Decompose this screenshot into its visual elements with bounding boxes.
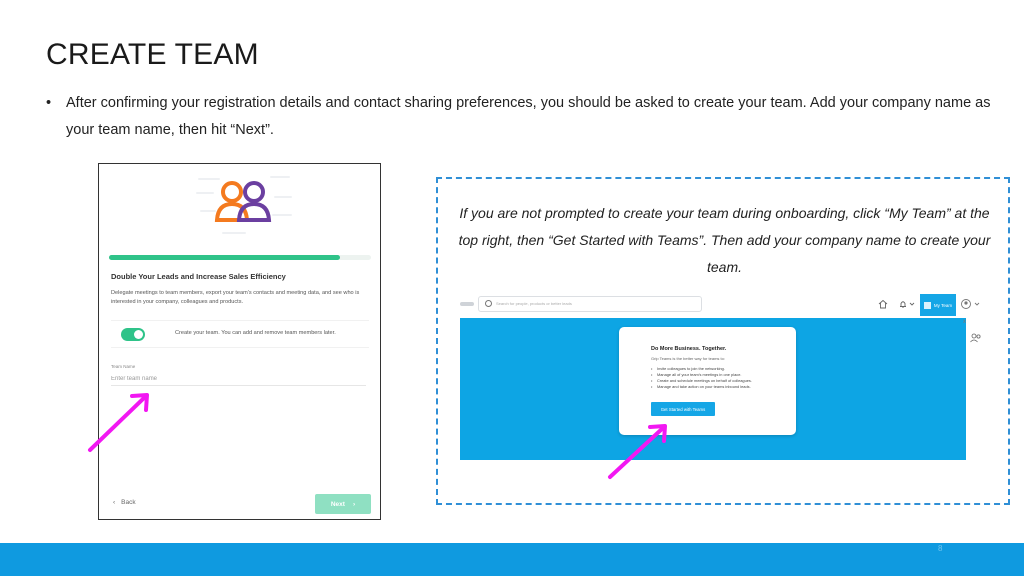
create-team-toggle-label: Create your team. You can add and remove team members later. [175,330,336,336]
arrow-icon [90,395,147,450]
list-item: • Create and schedule meetings on behalf of colleagues. [651,378,752,384]
team-name-label: Team Name [111,364,136,369]
chevron-left-icon: ‹ [113,499,116,506]
list-item: • Invite colleagues to join the networking. [651,366,752,372]
bullet-text: After confirming your registration details and contact sharing preferences, you should be asked to create your team. Add your company name as your team name, then hit “Next”. [66,95,991,138]
bullet-marker: • [46,95,52,111]
arrow-icon [610,426,665,477]
search-placeholder: Search for people, products or better leads [496,301,572,306]
card-title: Do More Business. Together. [651,346,727,352]
slide-title: CREATE TEAM [46,38,259,71]
page-number: 8 [938,544,943,553]
onboarding-heading: Double Your Leads and Increase Sales Efficiency [111,272,286,281]
next-label: Next [330,500,345,508]
my-team-instructions: If you are not prompted to create your team during onboarding, click “My Team” at the top right, then “Get Started with Teams”. Then add your company name to create your team. [458,205,991,275]
onboarding-description: Delegate meetings to team members, export your team's contacts and meeting data, and see who is interested in your company, colleagues and products. [111,290,360,305]
back-label: Back [121,499,136,506]
chevron-right-icon: › [352,500,356,508]
get-started-with-teams-button[interactable]: Get Started with Teams [651,402,715,416]
close-icon[interactable]: x [963,319,966,325]
my-team-label: My Team [933,302,953,308]
list-item: • Manage and take action on your teams inbound leads. [651,384,752,390]
card-subtitle: Grip Teams is the better way for teams to: [651,356,725,361]
list-item: • Manage all of your team's meetings in one place. [651,372,752,378]
